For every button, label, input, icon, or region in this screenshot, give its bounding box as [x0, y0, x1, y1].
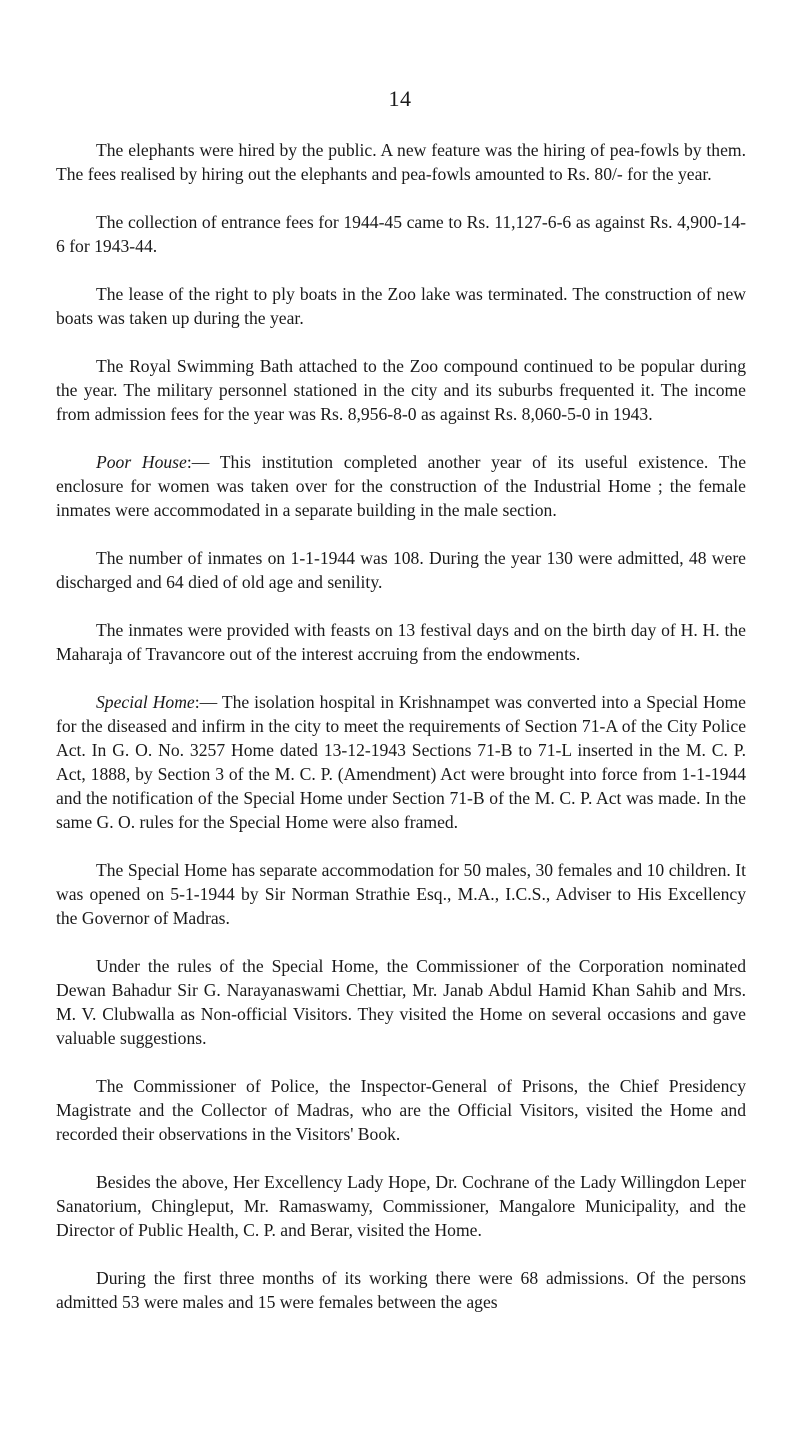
paragraph-text: Under the rules of the Special Home, the Commissioner of the Corporation nominated Dewan Bahadur Sir G. Narayanaswami Chettiar, Mr. Janab Abdul Hamid Khan Sahib and Mrs. M. V. Clubwalla as Non-official Visitors. They visited the Home on several occasions and gave valuable suggestions. — [56, 956, 746, 1048]
paragraph-special-home — [56, 690, 746, 834]
paragraph-other-visitors — [56, 1170, 746, 1242]
section-heading-special-home: Special Home — [96, 692, 195, 712]
paragraph-text: The Special Home has separate accommodation for 50 males, 30 females and 10 children. It was opened on 5-1-1944 by Sir Norman Strathie Esq., M.A., I.C.S., Adviser to His Excellency the Governor of Madras. — [56, 860, 746, 928]
page-number: 14 — [388, 86, 412, 111]
paragraph-non-official-visitors — [56, 954, 746, 1050]
paragraph-official-visitors — [56, 1074, 746, 1146]
paragraph-text: The elephants were hired by the public. A new feature was the hiring of pea-fowls by them. The fees realised by hiring out the elephants and pea-fowls amounted to Rs. 80/- for the year. — [56, 140, 746, 184]
paragraph-text: :— The isolation hospital in Krishnampet was converted into a Special Home for the diseased and infirm in the city to meet the requirements of Section 71-A of the City Police Act. In G. O. No. 3257 Home dated 13-12-1943 Sections 71-B to 71-L inserted in the M. C. P. Act, 1888, by Section 3 of the M. C. P. (Amendment) Act were brought into force from 1-1-1944 and the notification of the Special Home under Section 71-B of the M. C. P. Act was made. In the same G. O. rules for the Special Home were also framed. — [56, 692, 746, 832]
paragraph-inmates-count — [56, 546, 746, 594]
paragraph-feasts — [56, 618, 746, 666]
paragraph-swimming-bath — [56, 354, 746, 426]
paragraph-elephants — [56, 138, 746, 186]
paragraph-text: The lease of the right to ply boats in the Zoo lake was terminated. The construction of new boats was taken up during the year. — [56, 284, 746, 328]
paragraph-text: During the first three months of its working there were 68 admissions. Of the persons admitted 53 were males and 15 were females between the ages — [56, 1268, 746, 1312]
paragraph-admissions — [56, 1266, 746, 1314]
paragraph-text: The Royal Swimming Bath attached to the Zoo compound continued to be popular during the year. The military personnel stationed in the city and its suburbs frequented it. The income from admission fees for the year was Rs. 8,956-8-0 as against Rs. 8,060-5-0 in 1943. — [56, 356, 746, 424]
paragraph-text: Besides the above, Her Excellency Lady Hope, Dr. Cochrane of the Lady Willingdon Leper Sanatorium, Chingleput, Mr. Ramaswamy, Commissioner, Mangalore Municipality, and the Director of Public Health, C. P. and Berar, visited the Home. — [56, 1172, 746, 1240]
paragraph-accommodation — [56, 858, 746, 930]
paragraph-text: The inmates were provided with feasts on 13 festival days and on the birth day of H. H. the Maharaja of Travancore out of the interest accruing from the endowments. — [56, 620, 746, 664]
paragraph-text: The collection of entrance fees for 1944-45 came to Rs. 11,127-6-6 as against Rs. 4,900-14-6 for 1943-44. — [56, 212, 746, 256]
document-body — [56, 138, 746, 1314]
paragraph-text: :— This institution completed another year of its useful existence. The enclosure for women was taken over for the construction of the Industrial Home ; the female inmates were accommodated in a separate building in the male section. — [56, 452, 747, 520]
section-heading-poor-house: Poor House — [96, 452, 187, 472]
paragraph-text: The Commissioner of Police, the Inspector-General of Prisons, the Chief Presidency Magistrate and the Collector of Madras, who are the Official Visitors, visited the Home and recorded their observations in the Visitors' Book. — [56, 1076, 746, 1144]
paragraph-boat-lease — [56, 282, 746, 330]
paragraph-text: The number of inmates on 1-1-1944 was 108. During the year 130 were admitted, 48 were discharged and 64 died of old age and senility. — [56, 548, 746, 592]
paragraph-entrance-fees — [56, 210, 746, 258]
paragraph-poor-house — [56, 450, 746, 522]
